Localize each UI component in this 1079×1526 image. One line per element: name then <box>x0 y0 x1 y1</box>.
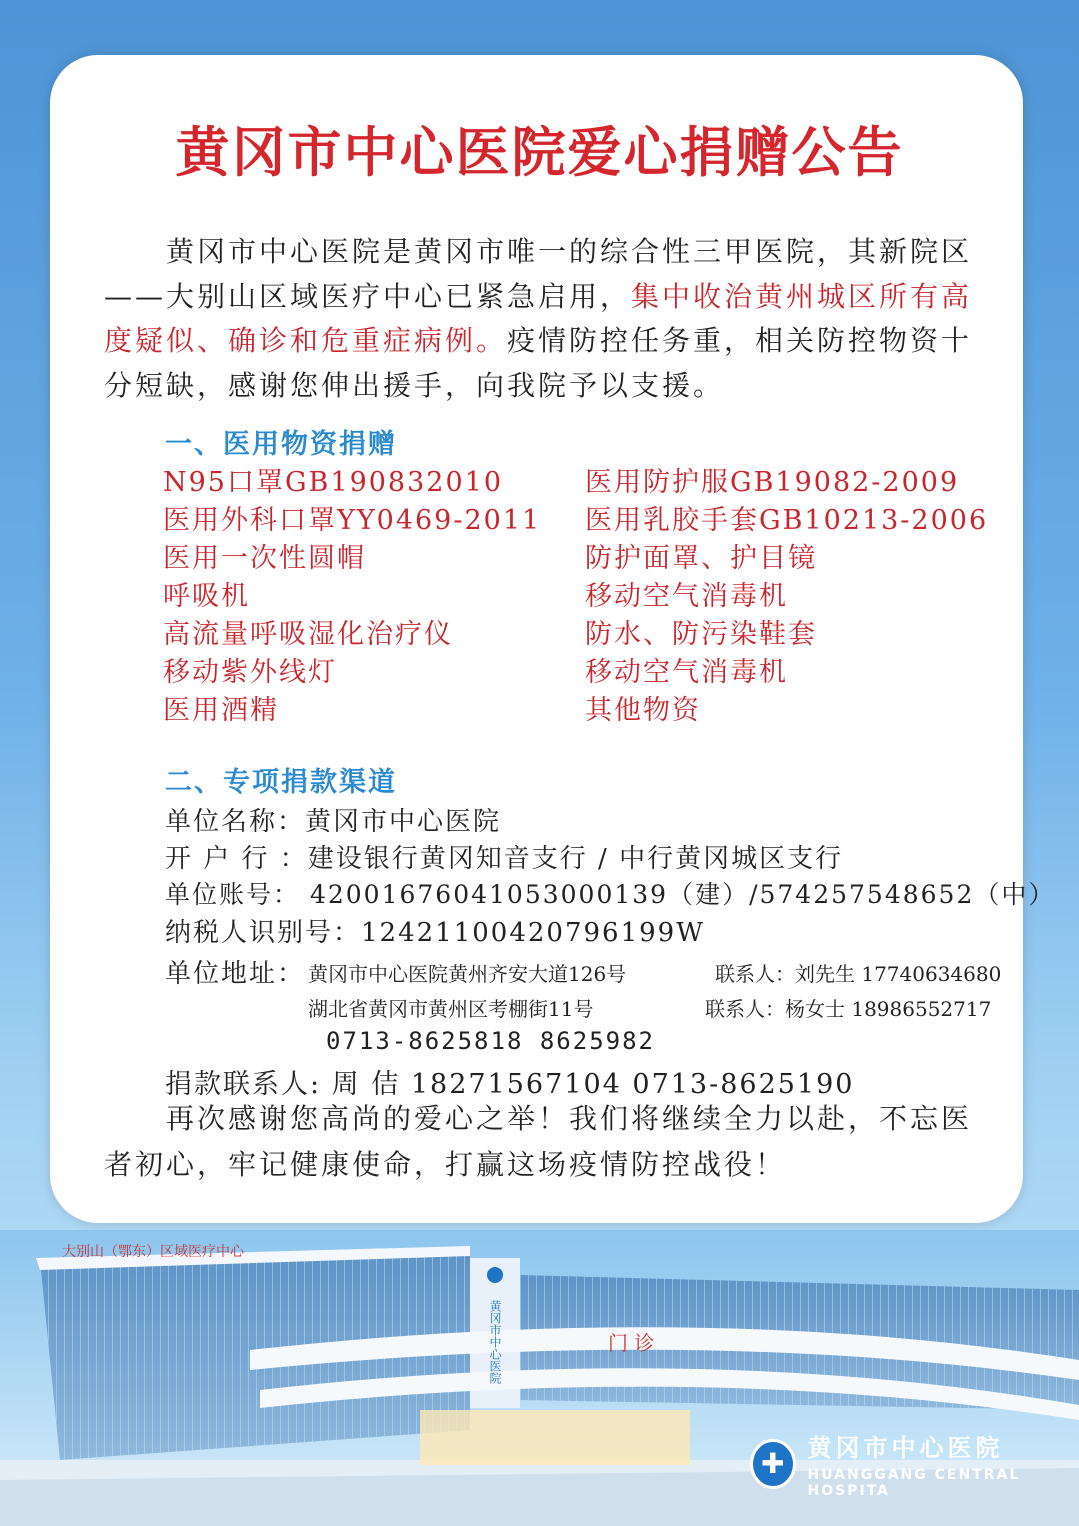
donation-contact: 捐款联系人: 周 佶 18271567104 0713-8625190 <box>165 1069 855 1100</box>
contact-1: 联系人：刘先生 17740634680 <box>715 962 1002 986</box>
address-label: 单位地址： <box>165 959 306 989</box>
supply-item: 移动空气消毒机 <box>585 657 788 688</box>
intro-text-2: 疫情防控任务重，相关防控物资十分短缺，感谢您伸出援手，向我院予以支援。 <box>104 324 973 402</box>
supply-item: 防护面罩、护目镜 <box>585 543 817 574</box>
cross-icon: ✚ <box>750 1439 796 1489</box>
supply-item: 医用酒精 <box>163 695 279 726</box>
supply-item: N95口罩GB190832010 <box>163 467 503 498</box>
intro-text-1: 黄冈市中心医院是黄冈市唯一的综合性三甲医院，其新院区——大别山区域医疗中心已紧急启用， <box>104 235 973 313</box>
tax-id: 纳税人识别号：12421100420796199W <box>165 918 705 948</box>
hospital-logo <box>750 1428 1079 1499</box>
supply-item: 医用防护服GB19082-2009 <box>585 467 960 498</box>
supply-item: 呼吸机 <box>163 581 250 612</box>
intro-paragraph <box>104 230 984 408</box>
supply-item: 移动紫外线灯 <box>163 657 337 688</box>
address-1: 黄冈市中心医院黄州齐安大道126号 <box>308 962 627 986</box>
supply-item: 其他物资 <box>585 695 701 726</box>
address-2: 湖北省黄冈市黄州区考棚街11号 <box>308 997 594 1021</box>
intro-highlight: 集中收治黄州城区所有高度疑似、确诊和危重症病例。 <box>104 279 973 357</box>
contact-2: 联系人：杨女士 18986552717 <box>705 997 992 1021</box>
phone-numbers: 0713-8625818 8625982 <box>326 1027 655 1055</box>
entrance-sign: 门 诊 <box>608 1331 655 1355</box>
logo-en-name: HUANGGANG CENTRAL HOSPITA <box>807 1467 1021 1499</box>
vertical-sign-text: 黄冈市中心医院 <box>488 1300 502 1384</box>
section2-heading: 二、专项捐款渠道 <box>165 767 397 798</box>
bank-name: 开 户 行 ：建设银行黄冈知音支行 / 中行黄冈城区支行 <box>165 844 844 874</box>
supply-item: 医用外科口罩YY0469-2011 <box>163 505 542 536</box>
supply-item: 移动空气消毒机 <box>585 581 788 612</box>
page-title: 黄冈市中心医院爱心捐赠公告 <box>175 120 904 184</box>
roof-sign: 大别山（鄂东）区域医疗中心 <box>62 1244 244 1260</box>
account-number: 单位账号： 42001676041053000139（建）/574257548652（中） <box>165 880 1056 909</box>
section1-heading: 一、医用物资捐赠 <box>165 429 397 460</box>
logo-cn-name: 黄冈市中心医院 <box>807 1433 1004 1462</box>
supply-item: 高流量呼吸湿化治疗仪 <box>163 619 453 650</box>
supply-item: 防水、防污染鞋套 <box>585 619 817 650</box>
unit-name: 单位名称：黄冈市中心医院 <box>165 807 502 837</box>
supply-item: 医用乳胶手套GB10213-2006 <box>585 505 989 536</box>
closing-paragraph: 再次感谢您高尚的爱心之举！我们将继续全力以赴，不忘医者初心，牢记健康使命，打赢这场疫情防控战役！ <box>104 1102 973 1181</box>
supply-item: 医用一次性圆帽 <box>163 543 366 574</box>
